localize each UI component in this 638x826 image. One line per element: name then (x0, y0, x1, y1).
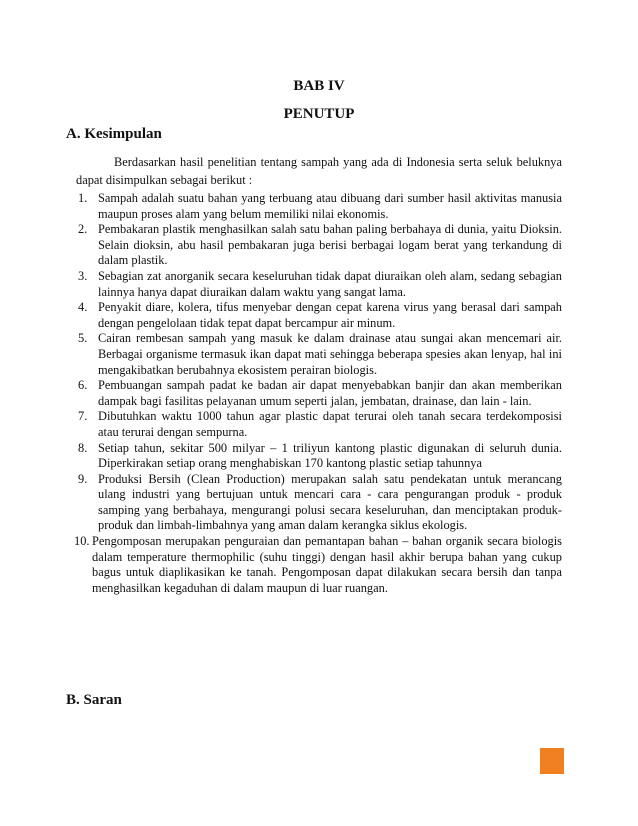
list-item-number: 2. (78, 222, 88, 237)
list-item (76, 331, 562, 378)
list-item-text: Pembuangan sampah padat ke badan air dapat menyebabkan banjir dan akan memberikan dampak bagi fasilitas pelayanan umum seperti jalan, jembatan, drainase, dan lain - lain. (98, 378, 562, 408)
list-item-number: 4. (78, 300, 88, 315)
list-item-text: Pembakaran plastik menghasilkan salah satu bahan paling berbahaya di dunia, yaitu Dioksin. Selain dioksin, abu hasil pembakaran juga berisi berbagai logam berat yang terkandung di dalam plastik. (98, 222, 562, 268)
list-item-text: Sampah adalah suatu bahan yang terbuang atau dibuang dari sumber hasil aktivitas manusia maupun proses alam yang belum memiliki nilai ekonomis. (98, 191, 562, 221)
list-item-number: 1. (78, 191, 88, 205)
list-item (76, 472, 562, 534)
list-item-text: Pengomposan merupakan penguraian dan pemantapan bahan – bahan organik secara biologis dalam temperature thermophilic (suhu tinggi) dengan hasil akhir berupa bahan yang cukup bagus untuk diaplikasikan ke tanah. Pengomposan dapat dilakukan secara bersih dan tanpa menghasilkan kegaduhan di dalam maupun di luar ruangan. (92, 534, 562, 595)
list-item-number: 8. (78, 440, 88, 455)
list-item (76, 191, 562, 222)
conclusion-list (76, 191, 562, 596)
list-item-text: Dibutuhkan waktu 1000 tahun agar plastic dapat terurai oleh tanah secara terdekomposisi atau terurai dengan sempurna. (98, 409, 562, 439)
list-item (76, 409, 562, 440)
list-item-text: Sebagian zat anorganik secara keseluruhan tidak dapat diuraikan oleh alam, sedang sebagian lainnya hanya dapat diuraikan dalam waktu yang sangat lama. (98, 268, 562, 299)
intro-paragraph: Berdasarkan hasil penelitian tentang sampah yang ada di Indonesia serta seluk beluknya dapat disimpulkan sebagai berikut : (76, 155, 562, 187)
list-item-number: 6. (78, 378, 88, 393)
list-item-text: Setiap tahun, sekitar 500 milyar – 1 triliyun kantong plastic digunakan di seluruh dunia. Diperkirakan setiap orang menghabiskan 170 kantong plastic setiap tahunnya (98, 440, 562, 471)
list-item (76, 269, 562, 300)
list-item-text: Cairan rembesan sampah yang masuk ke dalam drainase atau sungai akan mencemari air. Berbagai organisme termasuk ikan dapat mati sehingga beberapa spesies akan lenyap, hal ini mengakibatkan berubahnya ekosistem perairan biologis. (98, 331, 562, 377)
list-item-number: 9. (78, 471, 88, 486)
list-item (76, 378, 562, 409)
chapter-number: BAB IV (293, 78, 345, 94)
section-heading-kesimpulan: A. Kesimpulan (66, 126, 162, 142)
list-item-number: 5. (78, 331, 88, 346)
page-corner-marker (540, 748, 564, 774)
list-item (76, 222, 562, 269)
list-item (76, 300, 562, 331)
list-item-number: 7. (78, 409, 88, 424)
list-item-text: Penyakit diare, kolera, tifus menyebar dengan cepat karena virus yang berasal dari sampah dengan pengelolaan tidak tepat dapat bercampur air minum. (98, 300, 562, 330)
list-item-number: 10. (74, 534, 90, 549)
section-heading-saran: B. Saran (66, 692, 122, 708)
list-item (76, 534, 562, 596)
chapter-title: PENUTUP (283, 106, 355, 122)
list-item-number: 3. (78, 268, 88, 283)
list-item-text: Produksi Bersih (Clean Production) merupakan salah satu pendekatan untuk merancang ulang industri yang bertujuan untuk mencari cara - cara pengurangan produk - produk samping yang berbahaya, mengurangi polusi secara keseluruhan, dan menciptakan produk-produk dan limbah-limbahnya yang aman dalam kerangka siklus ekologis. (98, 471, 562, 533)
list-item (76, 441, 562, 472)
